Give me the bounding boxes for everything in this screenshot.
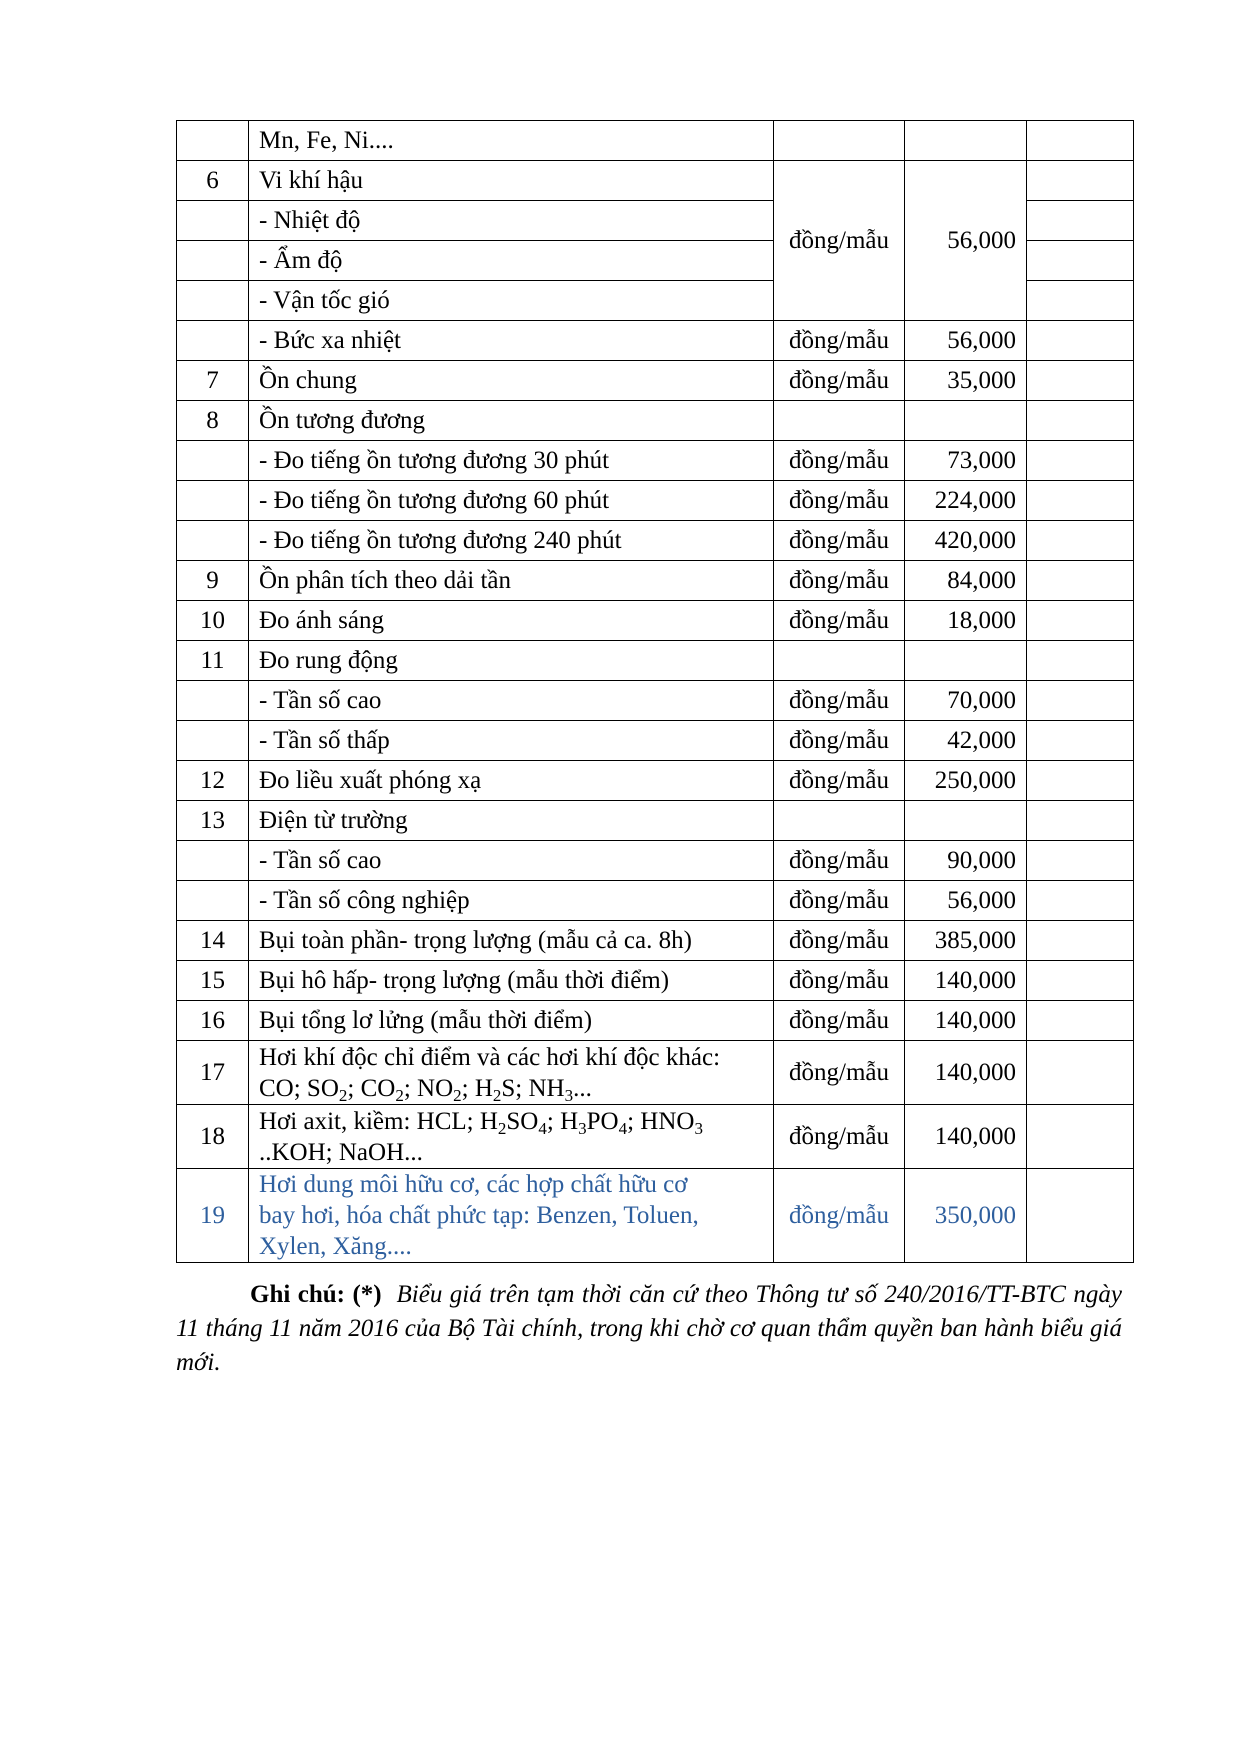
- item-note: [1027, 201, 1134, 241]
- item-name: Đo ánh sáng: [249, 601, 774, 641]
- item-name: [249, 1041, 774, 1105]
- table-row: [177, 801, 1134, 841]
- table-row: [177, 1105, 1134, 1169]
- item-price: 42,000: [905, 721, 1027, 761]
- item-unit: [774, 121, 905, 161]
- item-unit: đồng/mẫu: [774, 161, 905, 321]
- item-unit: đồng/mẫu: [774, 721, 905, 761]
- table-row: [177, 921, 1134, 961]
- item-note: [1027, 561, 1134, 601]
- item-note: [1027, 241, 1134, 281]
- item-note: [1027, 841, 1134, 881]
- item-note: [1027, 1105, 1134, 1169]
- item-name: Ồn tương đương: [249, 401, 774, 441]
- item-note: [1027, 281, 1134, 321]
- item-note: [1027, 681, 1134, 721]
- table-row: [177, 401, 1134, 441]
- item-note: [1027, 121, 1134, 161]
- item-note: [1027, 161, 1134, 201]
- item-name: Ồn phân tích theo dải tần: [249, 561, 774, 601]
- item-unit: đồng/mẫu: [774, 441, 905, 481]
- row-number: [177, 841, 249, 881]
- item-price: [905, 801, 1027, 841]
- row-number: 16: [177, 1001, 249, 1041]
- item-unit: đồng/mẫu: [774, 1169, 905, 1263]
- item-unit: đồng/mẫu: [774, 361, 905, 401]
- item-price: 224,000: [905, 481, 1027, 521]
- row-number: [177, 881, 249, 921]
- item-note: [1027, 761, 1134, 801]
- item-price: 350,000: [905, 1169, 1027, 1263]
- row-number: [177, 201, 249, 241]
- item-price: 420,000: [905, 521, 1027, 561]
- item-name: Bụi toàn phần- trọng lượng (mẫu cả ca. 8h): [249, 921, 774, 961]
- item-note: [1027, 361, 1134, 401]
- item-note: [1027, 641, 1134, 681]
- item-note: [1027, 321, 1134, 361]
- item-price: 385,000: [905, 921, 1027, 961]
- item-name: - Tần số thấp: [249, 721, 774, 761]
- item-price: 140,000: [905, 961, 1027, 1001]
- row-number: 11: [177, 641, 249, 681]
- item-name: Đo liều xuất phóng xạ: [249, 761, 774, 801]
- row-number: [177, 441, 249, 481]
- table-row: [177, 521, 1134, 561]
- item-unit: đồng/mẫu: [774, 1001, 905, 1041]
- item-note: [1027, 1041, 1134, 1105]
- item-price: 56,000: [905, 321, 1027, 361]
- item-name: Bụi tổng lơ lửng (mẫu thời điểm): [249, 1001, 774, 1041]
- item-unit: đồng/mẫu: [774, 881, 905, 921]
- item-name-line: Hơi axit, kiềm: HCL; $H_2SO_4$; $H_3PO_4$; $HNO_3$: [259, 1107, 703, 1138]
- row-number: 8: [177, 401, 249, 441]
- item-unit: đồng/mẫu: [774, 1105, 905, 1169]
- item-note: [1027, 441, 1134, 481]
- item-note: [1027, 601, 1134, 641]
- item-name: Mn, Fe, Ni....: [249, 121, 774, 161]
- item-name: [249, 1169, 774, 1263]
- item-unit: đồng/mẫu: [774, 961, 905, 1001]
- item-unit: đồng/mẫu: [774, 521, 905, 561]
- item-note: [1027, 521, 1134, 561]
- row-number: 10: [177, 601, 249, 641]
- item-note: [1027, 801, 1134, 841]
- item-name-line: CO; $SO_2$; $CO_2$; $NO_2$; $H_2S$; $NH_3$...: [259, 1074, 592, 1105]
- row-number: [177, 281, 249, 321]
- item-note: [1027, 881, 1134, 921]
- row-number: [177, 721, 249, 761]
- item-name: - Đo tiếng ồn tương đương 240 phút: [249, 521, 774, 561]
- item-price: [905, 641, 1027, 681]
- row-number: [177, 241, 249, 281]
- table-row: [177, 321, 1134, 361]
- item-price: 250,000: [905, 761, 1027, 801]
- item-name: - Ẩm độ: [249, 241, 774, 281]
- row-number: [177, 521, 249, 561]
- item-unit: đồng/mẫu: [774, 321, 905, 361]
- item-price: 18,000: [905, 601, 1027, 641]
- table-row: [177, 1169, 1134, 1263]
- item-price: 56,000: [905, 881, 1027, 921]
- table-row: [177, 641, 1134, 681]
- item-name: - Bức xa nhiệt: [249, 321, 774, 361]
- table-row: [177, 1041, 1134, 1105]
- row-number: 15: [177, 961, 249, 1001]
- item-unit: đồng/mẫu: [774, 841, 905, 881]
- table-row: [177, 721, 1134, 761]
- item-name: - Tần số cao: [249, 681, 774, 721]
- row-number: 13: [177, 801, 249, 841]
- item-unit: [774, 401, 905, 441]
- item-price: 70,000: [905, 681, 1027, 721]
- row-number: 7: [177, 361, 249, 401]
- item-note: [1027, 401, 1134, 441]
- row-number: [177, 121, 249, 161]
- item-name-line: Hơi khí độc chỉ điểm và các hơi khí độc khác:: [259, 1043, 721, 1071]
- item-name: Điện từ trường: [249, 801, 774, 841]
- item-unit: đồng/mẫu: [774, 761, 905, 801]
- item-price: 140,000: [905, 1041, 1027, 1105]
- item-note: [1027, 481, 1134, 521]
- item-note: [1027, 961, 1134, 1001]
- row-number: 14: [177, 921, 249, 961]
- table-row: [177, 361, 1134, 401]
- footnote-label: Ghi chú: (*): [250, 1281, 382, 1308]
- item-note: [1027, 1169, 1134, 1263]
- item-name: - Tần số công nghiệp: [249, 881, 774, 921]
- table-row: [177, 121, 1134, 161]
- table-row: [177, 481, 1134, 521]
- table-row: [177, 1001, 1134, 1041]
- table-row: [177, 841, 1134, 881]
- item-name: Vi khí hậu: [249, 161, 774, 201]
- item-unit: đồng/mẫu: [774, 561, 905, 601]
- row-number: 17: [177, 1041, 249, 1105]
- price-table: [176, 120, 1134, 1263]
- row-number: [177, 681, 249, 721]
- row-number: [177, 321, 249, 361]
- item-price: 140,000: [905, 1105, 1027, 1169]
- item-price: 56,000: [905, 161, 1027, 321]
- item-unit: đồng/mẫu: [774, 1041, 905, 1105]
- item-note: [1027, 1001, 1134, 1041]
- item-unit: [774, 641, 905, 681]
- table-row: [177, 681, 1134, 721]
- row-number: [177, 481, 249, 521]
- footnote: [176, 1278, 1122, 1380]
- item-unit: đồng/mẫu: [774, 921, 905, 961]
- item-note: [1027, 721, 1134, 761]
- item-unit: đồng/mẫu: [774, 681, 905, 721]
- item-name-line: Xylen, Xăng....: [259, 1233, 412, 1260]
- item-name: Bụi hô hấp- trọng lượng (mẫu thời điểm): [249, 961, 774, 1001]
- row-number: 9: [177, 561, 249, 601]
- item-name: Ồn chung: [249, 361, 774, 401]
- table-row: [177, 561, 1134, 601]
- item-name: - Đo tiếng ồn tương đương 30 phút: [249, 441, 774, 481]
- row-number: 18: [177, 1105, 249, 1169]
- item-name: - Tần số cao: [249, 841, 774, 881]
- item-price: 140,000: [905, 1001, 1027, 1041]
- item-price: [905, 401, 1027, 441]
- item-price: 90,000: [905, 841, 1027, 881]
- item-name-line: ..KOH; NaOH...: [259, 1138, 423, 1166]
- footnote-text: Biểu giá trên tạm thời căn cứ theo Thông tư số 240/2016/TT-BTC ngày 11 tháng 11 năm 2016 của Bộ Tài chính, trong khi chờ cơ quan thẩm quyền ban hành biểu giá mới.: [176, 1281, 1122, 1376]
- item-name: - Nhiệt độ: [249, 201, 774, 241]
- row-number: 12: [177, 761, 249, 801]
- table-row: [177, 441, 1134, 481]
- item-name-line: bay hơi, hóa chất phức tạp: Benzen, Toluen,: [259, 1202, 699, 1229]
- table-row: [177, 161, 1134, 201]
- item-note: [1027, 921, 1134, 961]
- row-number: 6: [177, 161, 249, 201]
- item-name: - Đo tiếng ồn tương đương 60 phút: [249, 481, 774, 521]
- item-price: [905, 121, 1027, 161]
- item-price: 84,000: [905, 561, 1027, 601]
- item-unit: đồng/mẫu: [774, 481, 905, 521]
- item-name: [249, 1105, 774, 1169]
- item-price: 73,000: [905, 441, 1027, 481]
- item-name: - Vận tốc gió: [249, 281, 774, 321]
- item-name-line: Hơi dung môi hữu cơ, các hợp chất hữu cơ: [259, 1171, 688, 1198]
- item-unit: đồng/mẫu: [774, 601, 905, 641]
- table-row: [177, 881, 1134, 921]
- table-row: [177, 961, 1134, 1001]
- row-number: 19: [177, 1169, 249, 1263]
- table-row: [177, 761, 1134, 801]
- item-name: Đo rung động: [249, 641, 774, 681]
- item-unit: [774, 801, 905, 841]
- item-price: 35,000: [905, 361, 1027, 401]
- table-row: [177, 601, 1134, 641]
